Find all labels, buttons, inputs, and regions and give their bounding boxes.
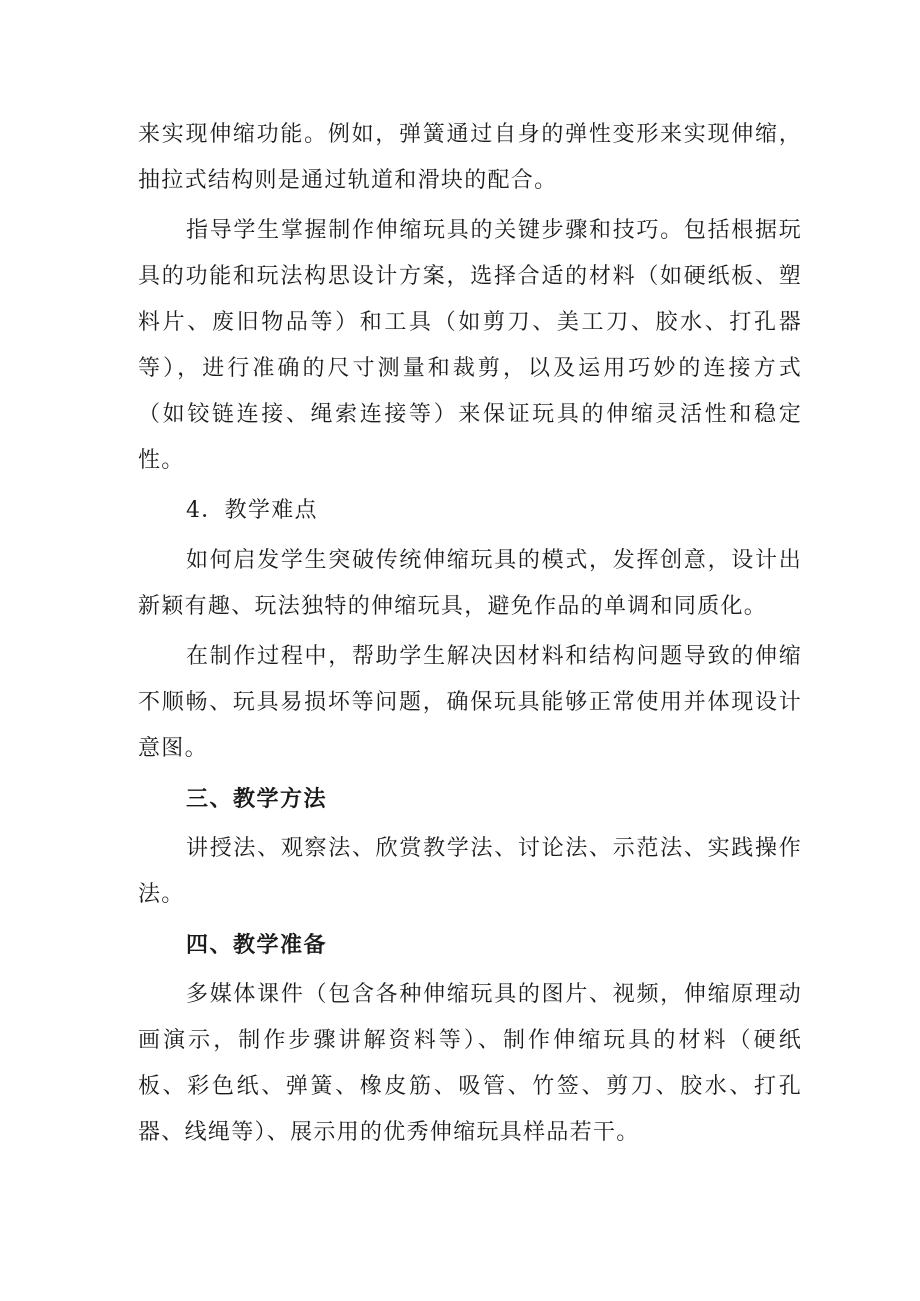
section-heading-teaching-preparation: 四、教学准备 — [186, 932, 328, 958]
subheading-teaching-difficulty: 4．教学难点 — [186, 498, 318, 523]
paragraph-difficulty-creativity: 如何启发学生突破传统伸缩玩具的模式，发挥创意，设计出新颖有趣、玩法独特的伸缩玩具，避免作品的单调和同质化。 — [138, 548, 802, 619]
paragraph-continuation: 来实现伸缩功能。例如，弹簧通过自身的弹性变形来实现伸缩，抽拉式结构则是通过轨道和滑块的配合。 — [138, 122, 802, 193]
paragraph-teaching-methods: 讲授法、观察法、欣赏教学法、讨论法、示范法、实践操作法。 — [138, 836, 802, 907]
paragraph-teaching-preparation: 多媒体课件（包含各种伸缩玩具的图片、视频，伸缩原理动画演示，制作步骤讲解资料等）、制作伸缩玩具的材料（硬纸板、彩色纸、弹簧、橡皮筋、吸管、竹签、剪刀、胶水、打孔器、线绳等）、展示用的优秀伸缩玩具样品若干。 — [138, 982, 802, 1145]
paragraph-key-steps: 指导学生掌握制作伸缩玩具的关键步骤和技巧。包括根据玩具的功能和玩法构思设计方案，选择合适的材料（如硬纸板、塑料片、废旧物品等）和工具（如剪刀、美工刀、胶水、打孔器等），进行准确的尺寸测量和裁剪，以及运用巧妙的连接方式（如铰链连接、绳索连接等）来保证玩具的伸缩灵活性和稳定性。 — [138, 218, 802, 473]
section-heading-teaching-methods: 三、教学方法 — [186, 786, 328, 812]
document-body — [138, 112, 802, 1156]
paragraph-difficulty-problems: 在制作过程中，帮助学生解决因材料和结构问题导致的伸缩不顺畅、玩具易损坏等问题，确保玩具能够正常使用并体现设计意图。 — [138, 644, 802, 761]
